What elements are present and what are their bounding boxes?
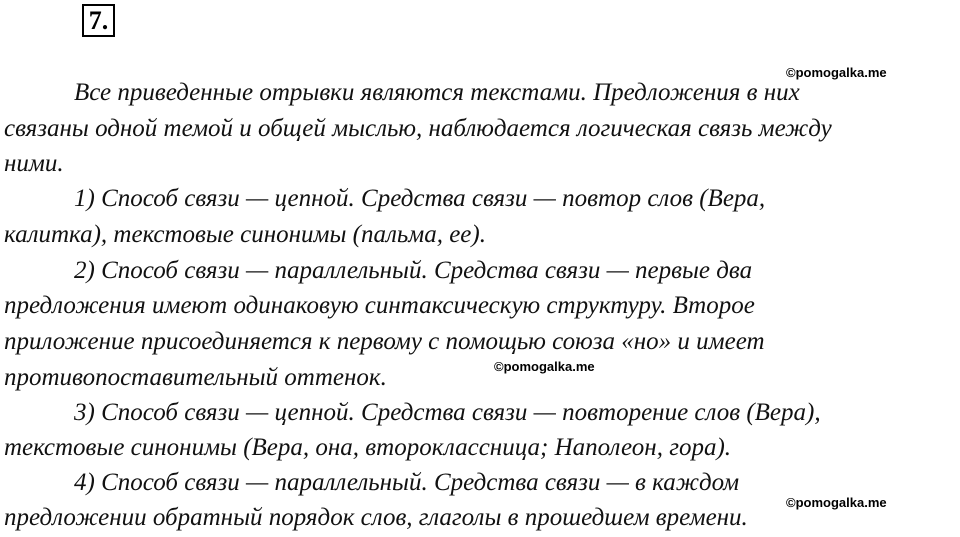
text-line-1: Все приведенные отрывки являются текстами. Предложения в них: [74, 79, 800, 106]
text-line-11: текстовые синонимы (Вера, она, второклассница; Наполеон, гора).: [4, 434, 732, 461]
text-line-9: противопоставительный оттенок.: [4, 364, 387, 391]
text-line-8: приложение присоединяется к первому с помощью союза «но» и имеет: [4, 328, 765, 355]
watermark-bottom: ©pomogalka.me: [786, 495, 887, 510]
task-number-badge: 7.: [82, 4, 115, 37]
text-line-4: 1) Способ связи — цепной. Средства связи — повтор слов (Вера,: [74, 185, 766, 212]
text-line-12: 4) Способ связи — параллельный. Средства связи — в каждом: [74, 469, 740, 496]
text-line-13: предложении обратный порядок слов, глаголы в прошедшем времени.: [4, 504, 748, 531]
text-line-6: 2) Способ связи — параллельный. Средства связи — первые два: [74, 257, 753, 284]
watermark-middle: ©pomogalka.me: [494, 359, 595, 374]
text-line-10: 3) Способ связи — цепной. Средства связи — повторение слов (Вера),: [74, 399, 821, 426]
watermark-top: ©pomogalka.me: [786, 65, 887, 80]
text-line-5: калитка), текстовые синонимы (пальма, ее).: [4, 221, 486, 248]
text-line-7: предложения имеют одинаковую синтаксическую структуру. Второе: [4, 292, 755, 319]
text-line-2: связаны одной темой и общей мыслью, наблюдается логическая связь между: [4, 115, 832, 142]
text-line-3: ними.: [4, 150, 64, 177]
